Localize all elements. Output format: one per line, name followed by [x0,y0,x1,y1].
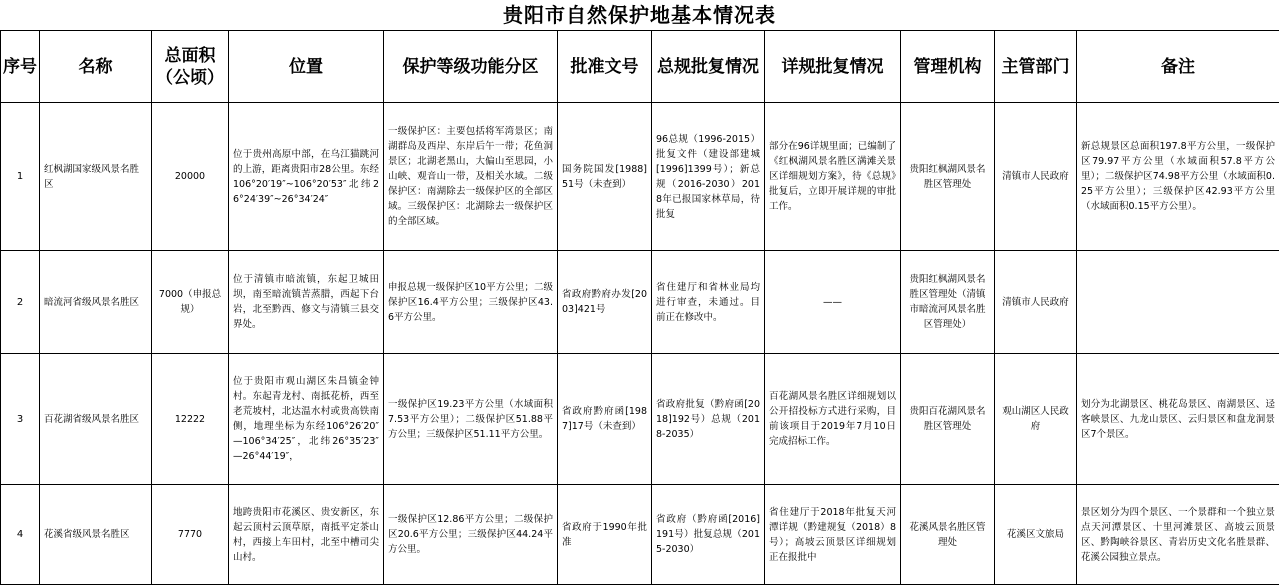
cell-location: 位于贵阳市观山湖区朱昌镇金钟村。东起青龙村、南抵花桥，西至老荒坡村，北达温水村或贵高铁南侧，地理坐标为东经106°26′20″—106°34′25″，北纬26°35′23″—26°44′19″， [229,354,384,485]
cell-location: 位于清镇市暗流镇，东起卫城田坝，南至暗流镇苦蒸腊，西起下台岩，北至黔西、修文与清镇三县交界处。 [229,251,384,354]
reserve-table [0,30,1279,585]
cell-notes: 划分为北湖景区、桃花岛景区、南湖景区、迳客峡景区、九龙山景区、云归景区和盘龙洞景区7个景区。 [1077,354,1279,485]
cell-notes [1077,251,1279,354]
header-name: 名称 [40,31,152,103]
header-area: 总面积（公顷） [152,31,229,103]
cell-area: 20000 [152,103,229,251]
header-seq: 序号 [1,31,40,103]
cell-department: 清镇市人民政府 [995,251,1077,354]
cell-master-plan: 省政府批复（黔府函[2018]192号）总规（2018-2035） [652,354,765,485]
cell-agency: 贵阳红枫湖风景名胜区管理处 [901,103,995,251]
cell-location: 位于贵州高原中部，在乌江猫跳河的上游，距离贵阳市28公里。东经106°20′19″~106°20′53″北纬26°24′39″~26°34′24″ [229,103,384,251]
cell-agency: 花溪风景名胜区管理处 [901,485,995,585]
header-master-plan: 总规批复情况 [652,31,765,103]
header-row [1,31,1279,103]
cell-approval: 省政府黔府函[1987]17号（未查到） [558,354,652,485]
cell-department: 花溪区文旅局 [995,485,1077,585]
cell-detail-plan: 百花湖风景名胜区详细规划以公开招投标方式进行采购，目前该项目于2019年7月10日完成招标工作。 [765,354,901,485]
cell-department: 清镇市人民政府 [995,103,1077,251]
cell-zones: 一级保护区12.86平方公里；二级保护区20.6平方公里；三级保护区44.24平方公里。 [384,485,558,585]
cell-name: 红枫湖国家级风景名胜区 [40,103,152,251]
header-location: 位置 [229,31,384,103]
cell-department: 观山湖区人民政府 [995,354,1077,485]
page-title: 贵阳市自然保护地基本情况表 [503,3,776,27]
cell-detail-plan: 部分在96详规里面；已编制了《红枫湖风景名胜区满滩关景区详细规划方案》，待《总规》批复后，立即开展详规的审批工作。 [765,103,901,251]
table-row [1,251,1279,354]
cell-detail-plan: —— [765,251,901,354]
cell-seq: 4 [1,485,40,585]
cell-approval: 省政府黔府办发[2003]421号 [558,251,652,354]
header-zones: 保护等级功能分区 [384,31,558,103]
header-detail-plan: 详规批复情况 [765,31,901,103]
cell-approval: 省政府于1990年批准 [558,485,652,585]
header-department: 主管部门 [995,31,1077,103]
cell-master-plan: 96总规（1996-2015）批复文件（建设部建城[1996]1399号）；新总规（2016-2030）2018年已报国家林草局，待批复 [652,103,765,251]
cell-zones: 一级保护区：主要包括将军湾景区；南湖群岛及西岸、东岸后午一带；花鱼洞景区；北湖老黑山，大偏山至思园，小山峡、观音山一带，及相关水域。二级保护区：南湖除去一级保护区的全部区域。三级保护区：北湖除去一级保护区的全部区域。 [384,103,558,251]
cell-seq: 3 [1,354,40,485]
cell-area: 7000（申报总规） [152,251,229,354]
cell-master-plan: 省政府（黔府函[2016]191号）批复总规（2015-2030） [652,485,765,585]
cell-location: 地跨贵阳市花溪区、贵安新区，东起云顶村云顶草原，南抵平定茶山村，西接上车田村，北至中槽司尖山村。 [229,485,384,585]
cell-agency: 贵阳百花湖风景名胜区管理处 [901,354,995,485]
cell-zones: 申报总规一级保护区10平方公里；二级保护区16.4平方公里；三级保护区43.6平方公里。 [384,251,558,354]
cell-master-plan: 省住建厅和省林业局均进行审查，未通过。目前正在修改中。 [652,251,765,354]
header-approval: 批准文号 [558,31,652,103]
cell-approval: 国务院国发[1988]51号（未查到） [558,103,652,251]
cell-agency: 贵阳红枫湖风景名胜区管理处（清镇市暗流河风景名胜区管理处） [901,251,995,354]
cell-name: 花溪省级风景名胜区 [40,485,152,585]
header-agency: 管理机构 [901,31,995,103]
header-notes: 备注 [1077,31,1279,103]
cell-name: 暗流河省级风景名胜区 [40,251,152,354]
cell-name: 百花湖省级风景名胜区 [40,354,152,485]
cell-notes: 景区划分为四个景区、一个景群和一个独立景点天河潭景区、十里河滩景区、高坡云顶景区、黔陶峡谷景区、青岩历史文化名胜景群、花溪公园独立景点。 [1077,485,1279,585]
cell-detail-plan: 省住建厅于2018年批复天河潭详规（黔建规复（2018）8号）；高坡云顶景区详细规划正在报批中 [765,485,901,585]
table-row [1,354,1279,485]
cell-area: 7770 [152,485,229,585]
cell-seq: 2 [1,251,40,354]
table-row [1,103,1279,251]
cell-seq: 1 [1,103,40,251]
cell-zones: 一级保护区19.23平方公里（水域面积7.53平方公里）；二级保护区51.88平方公里；三级保护区51.11平方公里。 [384,354,558,485]
table-row [1,485,1279,585]
cell-area: 12222 [152,354,229,485]
cell-notes: 新总规景区总面积197.8平方公里，一级保护区79.97平方公里（水域面积57.8平方公里）；二级保护区74.98平方公里（水域面积0.25平方公里）；三级保护区42.93平方公里（水域面积0.15平方公里）。 [1077,103,1279,251]
